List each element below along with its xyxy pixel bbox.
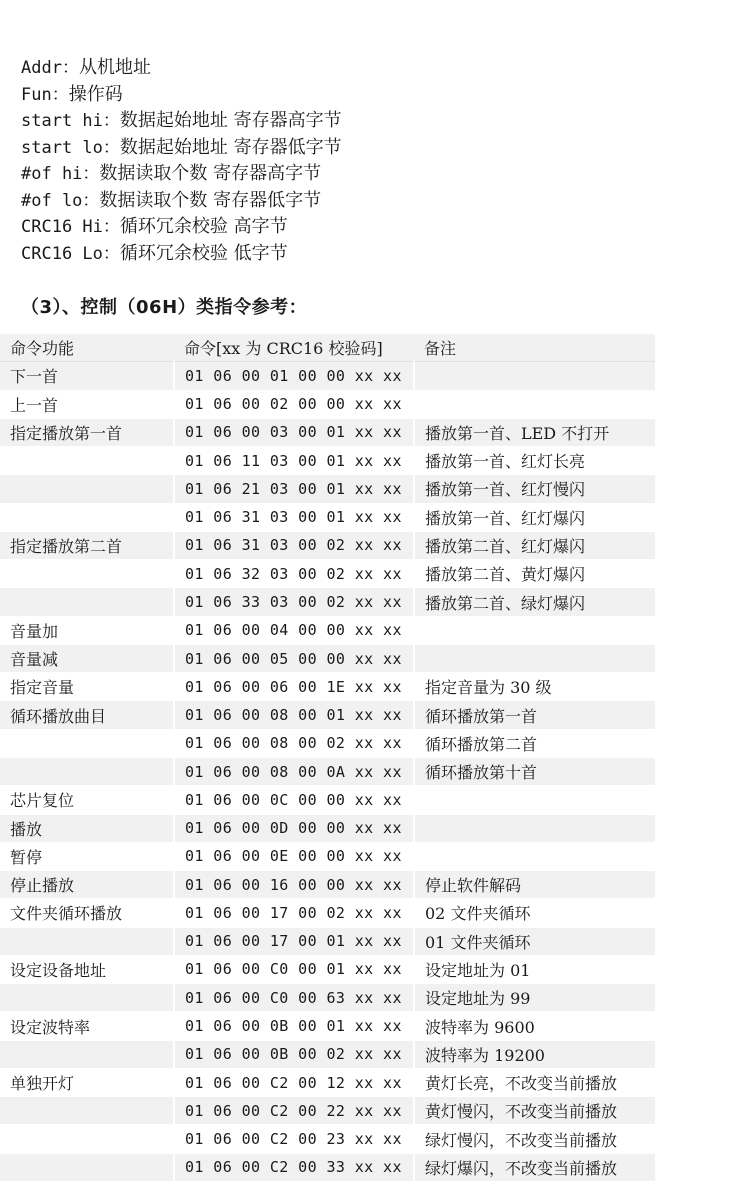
note-cell: 绿灯爆闪，不改变当前播放 [414,1153,655,1181]
table-header-row [0,334,655,362]
function-cell: 指定播放第一首 [0,418,174,446]
function-cell [0,447,174,475]
note-cell: 停止软件解码 [414,871,655,899]
function-cell [0,1125,174,1153]
function-cell: 指定音量 [0,673,174,701]
table-row [0,842,655,870]
note-cell: 循环播放第一首 [414,701,655,729]
function-cell: 下一首 [0,362,174,390]
command-cell: 01 06 00 0C 00 00 xx xx [174,786,414,814]
register-field-list [21,55,342,267]
function-cell [0,588,174,616]
field-description: 数据读取个数 寄存器高字节 [99,163,322,184]
table-row [0,1097,655,1125]
function-cell: 暂停 [0,842,174,870]
note-cell: 02 文件夹循环 [414,899,655,927]
note-cell: 波特率为 9600 [414,1012,655,1040]
command-cell: 01 06 32 03 00 02 xx xx [174,560,414,588]
function-cell: 停止播放 [0,871,174,899]
command-cell: 01 06 00 0B 00 02 xx xx [174,1040,414,1068]
column-header-function: 命令功能 [0,334,174,362]
function-cell: 芯片复位 [0,786,174,814]
table-row [0,503,655,531]
note-cell: 波特率为 19200 [414,1040,655,1068]
table-row [0,814,655,842]
command-cell: 01 06 11 03 00 01 xx xx [174,447,414,475]
function-cell [0,984,174,1012]
command-cell: 01 06 00 C0 00 63 xx xx [174,984,414,1012]
function-cell: 循环播放曲目 [0,701,174,729]
note-cell: 播放第一首、红灯长亮 [414,447,655,475]
table-row [0,531,655,559]
note-cell [414,786,655,814]
function-cell [0,475,174,503]
function-cell [0,927,174,955]
function-cell: 设定设备地址 [0,955,174,983]
note-cell: 播放第一首、LED 不打开 [414,418,655,446]
note-cell: 播放第二首、绿灯爆闪 [414,588,655,616]
note-cell: 设定地址为 99 [414,984,655,1012]
command-table [0,334,655,1182]
command-cell: 01 06 00 08 00 0A xx xx [174,757,414,785]
field-description: 从机地址 [78,57,151,78]
command-cell: 01 06 00 08 00 02 xx xx [174,729,414,757]
field-description: 操作码 [68,83,123,105]
command-cell: 01 06 00 0B 00 01 xx xx [174,1012,414,1040]
field-name: #of lo： [21,190,100,211]
note-cell [414,390,655,418]
field-name: CRC16 Hi： [21,217,120,237]
function-cell [0,1040,174,1068]
column-header-command: 命令[xx 为 CRC16 校验码] [174,334,414,362]
table-row [0,899,655,927]
command-cell: 01 06 00 05 00 00 xx xx [174,644,414,672]
section-heading: （3）、控制（06H）类指令参考： [21,297,308,318]
function-cell [0,503,174,531]
command-cell: 01 06 00 06 00 1E xx xx [174,673,414,701]
function-cell: 音量加 [0,616,174,644]
field-name: start lo： [21,137,120,158]
function-cell [0,757,174,785]
table-row [0,560,655,588]
note-cell [414,644,655,672]
note-cell [414,362,655,390]
field-line [21,135,342,162]
function-cell: 上一首 [0,390,174,418]
command-cell: 01 06 00 C2 00 22 xx xx [174,1097,414,1125]
command-cell: 01 06 00 01 00 00 xx xx [174,362,414,390]
table-row [0,1125,655,1153]
field-description: 循环冗余校验 高字节 [119,216,288,237]
note-cell: 循环播放第二首 [414,729,655,757]
command-cell: 01 06 00 02 00 00 xx xx [174,390,414,418]
field-name: start hi： [21,111,120,131]
note-cell [414,814,655,842]
table-row [0,729,655,757]
function-cell: 音量减 [0,644,174,672]
table-row [0,786,655,814]
table-row [0,984,655,1012]
field-line [21,241,342,268]
command-cell: 01 06 00 0D 00 00 xx xx [174,814,414,842]
note-cell: 播放第二首、红灯爆闪 [414,531,655,559]
table-row [0,362,655,390]
table-row [0,1068,655,1096]
note-cell: 01 文件夹循环 [414,927,655,955]
note-cell [414,842,655,870]
note-cell: 播放第一首、红灯爆闪 [414,503,655,531]
note-cell [414,616,655,644]
command-cell: 01 06 00 0E 00 00 xx xx [174,842,414,870]
note-cell: 黄灯慢闪，不改变当前播放 [414,1097,655,1125]
table-row [0,871,655,899]
function-cell [0,729,174,757]
command-cell: 01 06 31 03 00 02 xx xx [174,531,414,559]
command-cell: 01 06 33 03 00 02 xx xx [174,588,414,616]
note-cell: 黄灯长亮，不改变当前播放 [414,1068,655,1096]
field-line [21,214,342,241]
table-row [0,644,655,672]
table-row [0,588,655,616]
field-name: Fun： [21,84,69,105]
field-description: 数据读取个数 寄存器低字节 [99,189,322,211]
table-row [0,1040,655,1068]
command-cell: 01 06 00 08 00 01 xx xx [174,701,414,729]
function-cell: 播放 [0,814,174,842]
field-description: 数据起始地址 寄存器低字节 [119,136,342,158]
field-line [21,161,342,188]
field-line [21,55,342,82]
command-cell: 01 06 21 03 00 01 xx xx [174,475,414,503]
field-line [21,82,342,109]
note-cell: 循环播放第十首 [414,757,655,785]
function-cell [0,1153,174,1181]
table-row [0,390,655,418]
command-cell: 01 06 31 03 00 01 xx xx [174,503,414,531]
table-row [0,955,655,983]
field-line [21,188,342,215]
field-name: #of hi： [21,164,100,184]
table-row [0,927,655,955]
table-row [0,475,655,503]
command-cell: 01 06 00 C2 00 33 xx xx [174,1153,414,1181]
field-line [21,108,342,135]
command-cell: 01 06 00 17 00 01 xx xx [174,927,414,955]
field-description: 数据起始地址 寄存器高字节 [119,110,342,131]
command-cell: 01 06 00 03 00 01 xx xx [174,418,414,446]
table-row [0,447,655,475]
function-cell [0,1097,174,1125]
table-row [0,418,655,446]
command-cell: 01 06 00 17 00 02 xx xx [174,899,414,927]
function-cell: 单独开灯 [0,1068,174,1096]
table-row [0,1153,655,1181]
table-row [0,757,655,785]
table-row [0,1012,655,1040]
function-cell [0,560,174,588]
field-description: 循环冗余校验 低字节 [119,242,288,264]
function-cell: 指定播放第二首 [0,531,174,559]
note-cell: 设定地址为 01 [414,955,655,983]
table-row [0,673,655,701]
command-cell: 01 06 00 C0 00 01 xx xx [174,955,414,983]
function-cell: 设定波特率 [0,1012,174,1040]
command-cell: 01 06 00 C2 00 12 xx xx [174,1068,414,1096]
note-cell: 绿灯慢闪，不改变当前播放 [414,1125,655,1153]
note-cell: 指定音量为 30 级 [414,673,655,701]
function-cell: 文件夹循环播放 [0,899,174,927]
command-cell: 01 06 00 04 00 00 xx xx [174,616,414,644]
command-cell: 01 06 00 16 00 00 xx xx [174,871,414,899]
table-row [0,616,655,644]
note-cell: 播放第二首、黄灯爆闪 [414,560,655,588]
field-name: CRC16 Lo： [21,243,120,264]
column-header-note: 备注 [414,334,655,362]
field-name: Addr： [21,58,79,78]
command-cell: 01 06 00 C2 00 23 xx xx [174,1125,414,1153]
note-cell: 播放第一首、红灯慢闪 [414,475,655,503]
table-row [0,701,655,729]
